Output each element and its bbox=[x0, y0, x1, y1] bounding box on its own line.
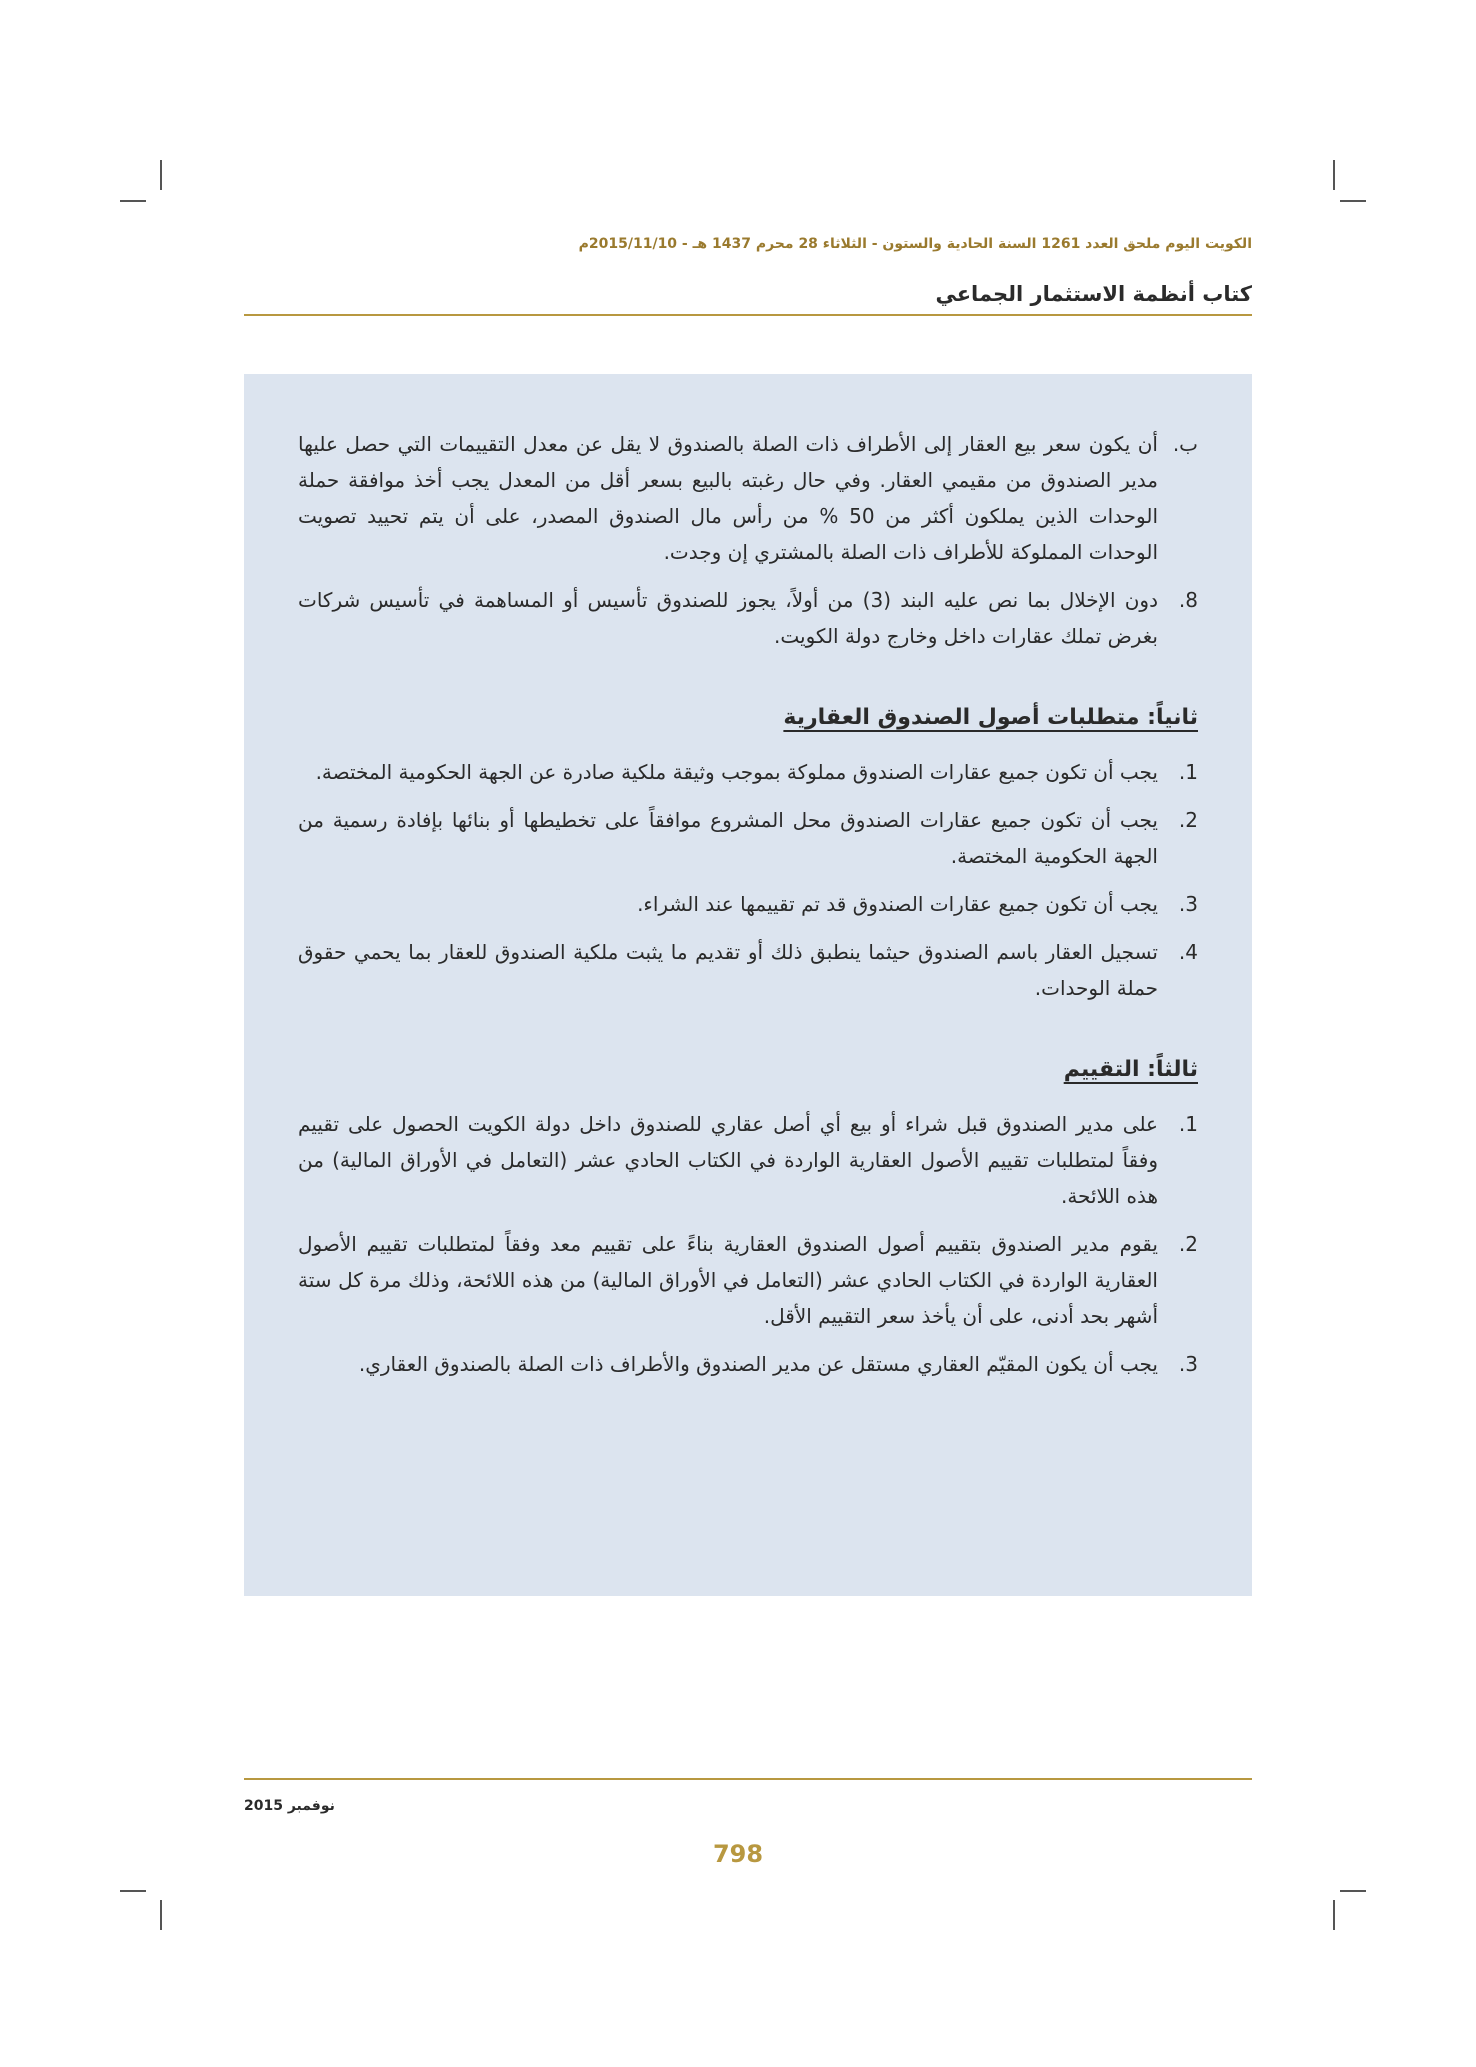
item-text: يقوم مدير الصندوق بتقييم أصول الصندوق العقارية بناءً على تقييم معد وفقاً لمتطلبات تقييم الأصول العقارية الواردة في الكتاب الحادي عشر (التعامل في الأوراق المالية) من هذه اللائحة، وذلك مرة كل ستة أشهر بحد أدنى، على أن يأخذ سعر التقييم الأقل. bbox=[298, 1232, 1158, 1328]
list-item bbox=[298, 582, 1198, 654]
list-item bbox=[298, 426, 1198, 570]
list-item bbox=[298, 1106, 1198, 1214]
crop-mark bbox=[1340, 200, 1366, 202]
item-text: دون الإخلال بما نص عليه البند (3) من أولاً، يجوز للصندوق تأسيس أو المساهمة في تأسيس شركات بغرض تملك عقارات داخل وخارج دولة الكويت. bbox=[298, 588, 1158, 648]
item-marker: 3. bbox=[1178, 892, 1198, 916]
list-item bbox=[298, 1346, 1198, 1382]
item-text: تسجيل العقار باسم الصندوق حيثما ينطبق ذلك أو تقديم ما يثبت ملكية الصندوق للعقار بما يحمي حقوق حملة الوحدات. bbox=[298, 940, 1158, 1000]
section-heading-valuation: ثالثاً: التقييم bbox=[1063, 1057, 1198, 1082]
list-item bbox=[298, 802, 1198, 874]
item-marker: 4. bbox=[1178, 940, 1198, 964]
book-title: كتاب أنظمة الاستثمار الجماعي bbox=[935, 282, 1252, 306]
header-divider bbox=[244, 314, 1252, 316]
list-item bbox=[298, 1226, 1198, 1334]
item-marker: 3. bbox=[1178, 1352, 1198, 1376]
item-text: يجب أن تكون جميع عقارات الصندوق محل المشروع موافقاً على تخطيطها أو بنائها بإفادة رسمية من الجهة الحكومية المختصة. bbox=[298, 808, 1158, 868]
item-text: يجب أن تكون جميع عقارات الصندوق مملوكة بموجب وثيقة ملكية صادرة عن الجهة الحكومية المختصة. bbox=[315, 760, 1158, 784]
item-marker: 1. bbox=[1178, 760, 1198, 784]
content-body bbox=[298, 426, 1198, 1394]
item-marker: 2. bbox=[1178, 808, 1198, 832]
list-item bbox=[298, 886, 1198, 922]
crop-mark bbox=[160, 160, 162, 190]
item-marker: 1. bbox=[1178, 1112, 1198, 1136]
section-heading-fund-asset-requirements: ثانياً: متطلبات أصول الصندوق العقارية bbox=[783, 705, 1198, 730]
content-panel bbox=[244, 374, 1252, 1596]
list-item bbox=[298, 754, 1198, 790]
item-text: على مدير الصندوق قبل شراء أو بيع أي أصل عقاري للصندوق داخل دولة الكويت الحصول على تقييم وفقاً لمتطلبات تقييم الأصول العقارية الواردة في الكتاب الحادي عشر (التعامل في الأوراق المالية) من هذه اللائحة. bbox=[298, 1112, 1158, 1208]
crop-mark bbox=[1333, 160, 1335, 190]
footer-divider bbox=[244, 1778, 1252, 1780]
page-number: 798 bbox=[712, 1840, 764, 1868]
item-marker: ب. bbox=[1172, 432, 1198, 456]
item-text: أن يكون سعر بيع العقار إلى الأطراف ذات الصلة بالصندوق لا يقل عن معدل التقييمات التي حصل عليها مدير الصندوق من مقيمي العقار. وفي حال رغبته بالبيع بسعر أقل من المعدل يجب أخذ موافقة حملة الوحدات الذين يملكون أكثر من 50 % من رأس مال الصندوق المصدر، على أن يتم تحييد تصويت الوحدات المملوكة للأطراف ذات الصلة بالمشتري إن وجدت. bbox=[298, 432, 1158, 564]
list-item bbox=[298, 934, 1198, 1006]
item-text: يجب أن تكون جميع عقارات الصندوق قد تم تقييمها عند الشراء. bbox=[637, 892, 1158, 916]
crop-mark bbox=[160, 1900, 162, 1930]
footer-date: نوفمبر 2015 bbox=[244, 1798, 335, 1814]
gazette-issue-line: الكويت اليوم ملحق العدد 1261 السنة الحادية والستون - الثلاثاء 28 محرم 1437 هـ - 2015/11/10م bbox=[578, 236, 1252, 252]
crop-mark bbox=[120, 200, 146, 202]
item-marker: 2. bbox=[1178, 1232, 1198, 1256]
crop-mark bbox=[120, 1890, 146, 1892]
item-text: يجب أن يكون المقيّم العقاري مستقل عن مدير الصندوق والأطراف ذات الصلة بالصندوق العقاري. bbox=[358, 1352, 1158, 1376]
item-marker: 8. bbox=[1178, 588, 1198, 612]
crop-mark bbox=[1340, 1890, 1366, 1892]
crop-mark bbox=[1333, 1900, 1335, 1930]
